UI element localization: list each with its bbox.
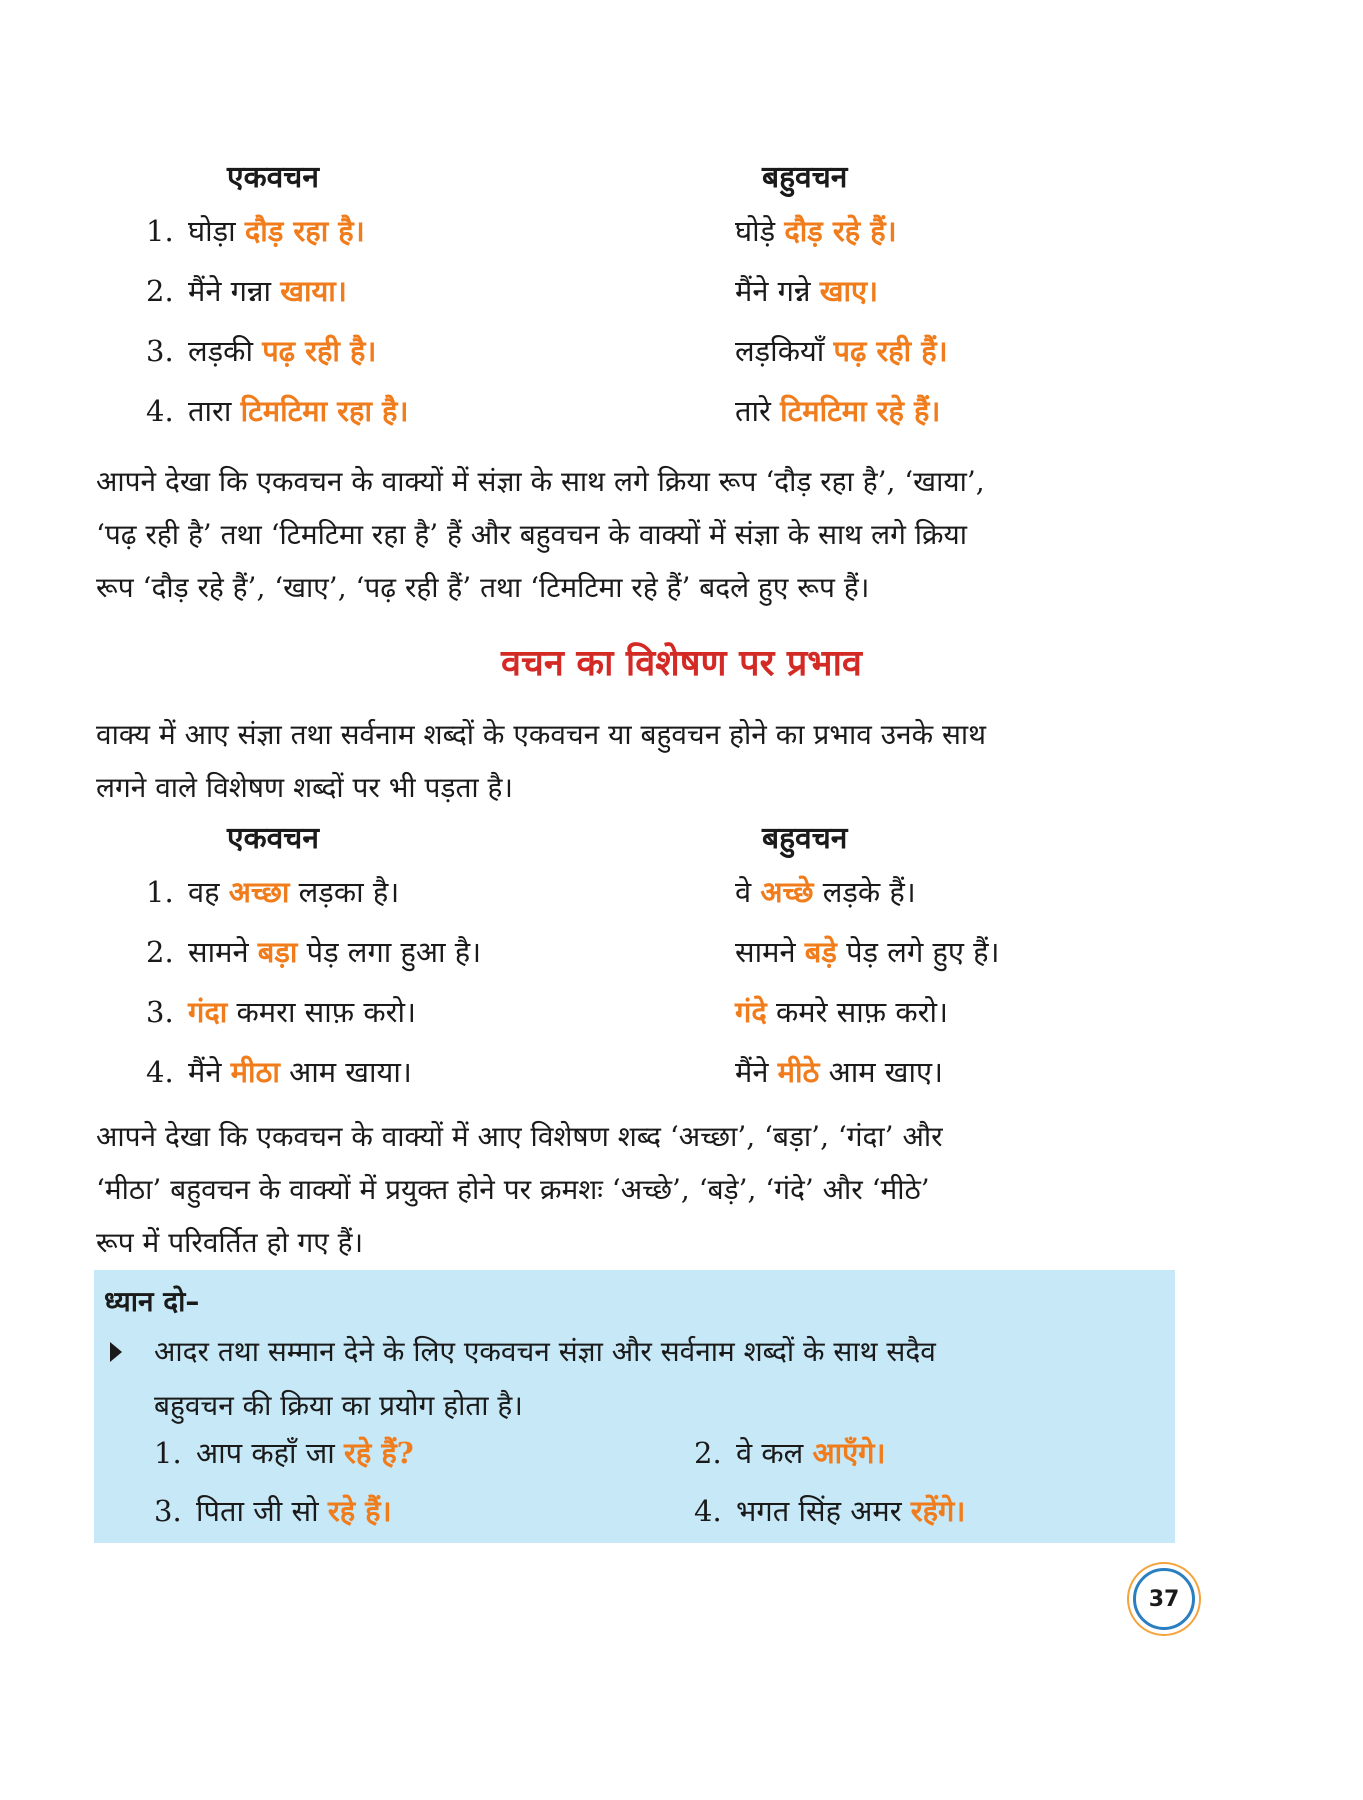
table2-row-3-singular: 3. गंदा कमरा साफ़ करो। [146,995,417,1029]
table1-row-3-plural: लड़कियाँ पढ़ रही हैं। [735,334,948,368]
table1-header-plural: बहुवचन [762,160,848,195]
note-example-3: 3. पिता जी सो रहे हैं। [154,1494,392,1528]
note-example-2: 2. वे कल आएँगे। [694,1436,886,1470]
table1-row-2-plural: मैंने गन्ने खाए। [735,274,878,308]
table2-header-plural: बहुवचन [762,821,848,856]
section-title: वचन का विशेषण पर प्रभाव [501,643,862,684]
table1-row-4-singular: 4. तारा टिमटिमा रहा है। [146,394,409,428]
note-title: ध्यान दो– [104,1285,200,1318]
table1-row-1-plural: घोड़े दौड़ रहे हैं। [735,214,897,248]
table1-header-singular: एकवचन [227,160,320,195]
explanation-paragraph-3: आपने देखा कि एकवचन के वाक्यों में आए विशेषण शब्द ‘अच्छा’, ‘बड़ा’, ‘गंदा’ और ‘मीठा’ बहुवचन के वाक्यों में प्रयुक्त होने पर क्रमशः ‘अच्छे’, ‘बड़े’, ‘गंदे’ और ‘मीठे’ रूप में परिवर्तित हो गए हैं। [96,1120,943,1259]
table2-row-4-plural: मैंने मीठे आम खाए। [735,1055,944,1089]
intro-paragraph-2: वाक्य में आए संज्ञा तथा सर्वनाम शब्दों के एकवचन या बहुवचन होने का प्रभाव उनके साथ लगने वाले विशेषण शब्दों पर भी पड़ता है। [96,718,987,804]
note-example-4: 4. भगत सिंह अमर रहेंगे। [694,1494,966,1528]
note-box [94,1270,1175,1543]
table2-row-2-singular: 2. सामने बड़ा पेड़ लगा हुआ है। [146,935,482,969]
table1-row-4-plural: तारे टिमटिमा रहे हैं। [735,394,941,428]
table1-row-2-singular: 2. मैंने गन्ना खाया। [146,274,347,308]
table2-row-1-plural: वे अच्छे लड़के हैं। [735,875,916,909]
note-example-1: 1. आप कहाँ जा रहे हैं? [154,1436,414,1470]
page-number: 37 [1133,1568,1195,1630]
note-text: आदर तथा सम्मान देने के लिए एकवचन संज्ञा और सर्वनाम शब्दों के साथ सदैव बहुवचन की क्रिया का प्रयोग होता है। [154,1335,936,1422]
table2-row-3-plural: गंदे कमरे साफ़ करो। [735,995,948,1029]
table2-header-singular: एकवचन [227,821,320,856]
bullet-triangle-icon [110,1342,122,1362]
table2-row-1-singular: 1. वह अच्छा लड़का है। [146,875,400,909]
table1-row-3-singular: 3. लड़की पढ़ रही है। [146,334,377,368]
table2-row-4-singular: 4. मैंने मीठा आम खाया। [146,1055,412,1089]
explanation-paragraph-1: आपने देखा कि एकवचन के वाक्यों में संज्ञा के साथ लगे क्रिया रूप ‘दौड़ रहा है’, ‘खाया’, ‘पढ़ रही है’ तथा ‘टिमटिमा रहा है’ हैं और बहुवचन के वाक्यों में संज्ञा के साथ लगे क्रिया रूप ‘दौड़ रहे हैं’, ‘खाए’, ‘पढ़ रही हैं’ तथा ‘टिमटिमा रहे हैं’ बदले हुए रूप हैं। [96,465,985,604]
table1-row-1-singular: 1. घोड़ा दौड़ रहा है। [146,214,365,248]
table2-row-2-plural: सामने बड़े पेड़ लगे हुए हैं। [735,935,1000,969]
